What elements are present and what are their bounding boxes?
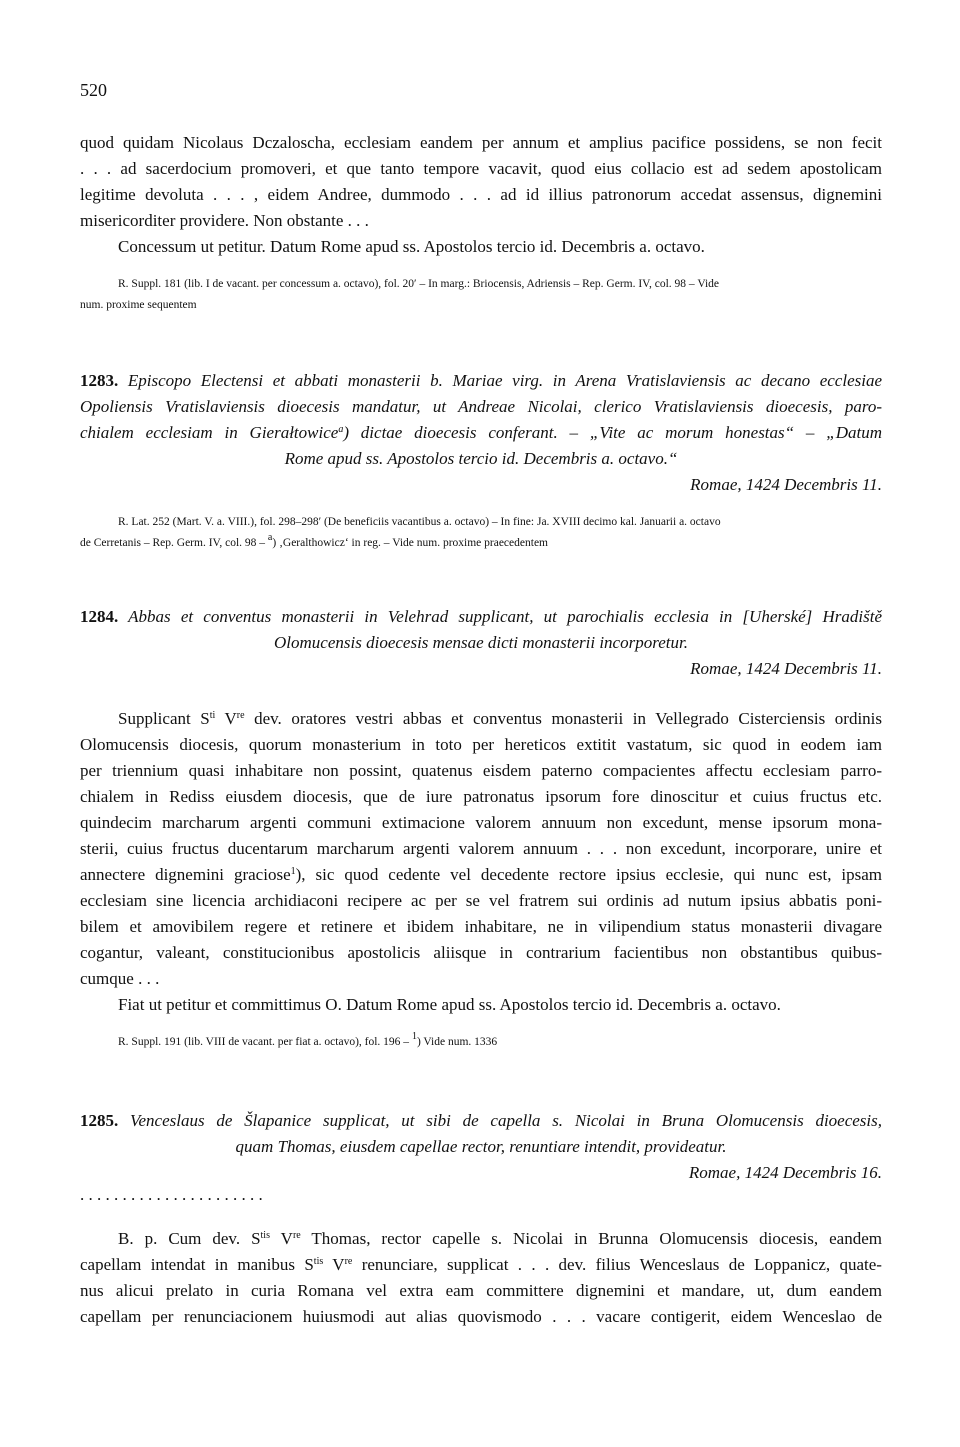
footnote-marker: a [338, 424, 344, 435]
body-line [80, 862, 882, 888]
body-line [80, 1226, 882, 1252]
regest-text: chialem ecclesiam in Gierałtowice [80, 423, 339, 442]
body-line: per triennium quasi inhabitare non possint, quatenus eisdem paterno compacientes affectu ecclesiam parro- [80, 761, 882, 780]
regest-text: Abbas et conventus monasterii in Velehrad supplicant, ut parochialis ecclesia in [Uherské] Hradiště [128, 607, 882, 626]
source-note: R. Lat. 252 (Mart. V. a. VIII.), fol. 298–298′ (De beneficiis vacantibus a. octavo) – In fine: Ja. XVIII decimo kal. Januarii a. octavo [118, 516, 721, 528]
abbreviation-superscript: re [344, 1256, 353, 1267]
regest-line: Opoliensis Vratislaviensis dioecesis mandatur, ut Andreae Nicolai, clerico Vratislaviensis dioecesis, paro- [80, 397, 882, 416]
regest-line [80, 604, 882, 630]
body-line: quindecim marcharum argenti communi extimacione valorem annuum non excedunt, mense ipsorum mona- [80, 813, 882, 832]
abbreviation-superscript: re [236, 710, 245, 721]
regest-text: ) dictae dioecesis conferant. – „Vite ac morum honestas“ – „Datum [343, 423, 882, 442]
source-note: num. proxime sequentem [80, 299, 197, 311]
source-text: ) ‚Geralthowicz‘ in reg. – Vide num. proxime praecedentem [272, 537, 548, 549]
body-line: legitime devoluta . . . , eidem Andree, dummodo . . . ad id illius patronorum accedat assensus, dignemini [80, 185, 882, 204]
closing-line: Concessum ut petitur. Datum Rome apud ss. Apostolos tercio id. Decembris a. octavo. [118, 237, 705, 256]
entry-number: 1284. [80, 607, 119, 626]
body-text: V [269, 1229, 293, 1248]
body-line: ecclesiam sine licencia archidiaconi recipere ac per se vel fratrem sui ordinis ad nutum ipsius abbatis poni- [80, 891, 882, 910]
omission-dots: . . . . . . . . . . . . . . . . . . . . . . [80, 1185, 263, 1204]
body-text: renunciare, supplicat . . . dev. filius Wenceslaus de Loppanicz, quate- [352, 1255, 882, 1274]
body-line: . . . ad sacerdocium promoveri, et que tanto tempore vacavit, quod eius collacio est ad sedem apostolicam [80, 159, 882, 178]
regest-text: Venceslaus de Šlapanice supplicat, ut sibi de capella s. Nicolai in Bruna Olomucensis dioecesis, [130, 1111, 883, 1130]
regest-line: Olomucensis dioecesis mensae dicti monasterii incorporetur. [274, 633, 688, 652]
body-text: ), sic quod cedente vel decedente rectore ipsius ecclesie, qui nunc est, ipsam [295, 865, 883, 884]
regest-line: quam Thomas, eiusdem capellae rector, renuntiare intendit, provideatur. [235, 1137, 727, 1156]
entry-number: 1283. [80, 371, 119, 390]
abbreviation-superscript: re [292, 1230, 301, 1241]
entry-number: 1285. [80, 1111, 119, 1130]
regest-line: Rome apud ss. Apostolos tercio id. Decembris a. octavo.“ [284, 449, 678, 468]
body-text: V [323, 1255, 345, 1274]
source-text: R. Suppl. 191 (lib. VIII de vacant. per fiat a. octavo), fol. 196 – [118, 1036, 412, 1048]
body-text: V [215, 709, 237, 728]
entry-date: Romae, 1424 Decembris 11. [690, 475, 882, 494]
body-line: cogantur, valeant, constitucionibus apostolicis aliisque in contrarium facientibus non obstantibus quibus- [80, 943, 882, 962]
abbreviation-superscript: tis [260, 1230, 270, 1241]
body-line: quod quidam Nicolaus Dczaloscha, ecclesiam eandem per annum et amplius pacifice possidens, se non fecit [80, 133, 882, 152]
body-line: misericorditer providere. Non obstante . . . [80, 211, 369, 230]
closing-line: Fiat ut petitur et committimus O. Datum Rome apud ss. Apostolos tercio id. Decembris a. octavo. [118, 995, 781, 1014]
body-text: capellam intendat in manibus S [80, 1255, 314, 1274]
source-text: ) Vide num. 1336 [416, 1036, 498, 1048]
regest-line [80, 1108, 882, 1134]
body-line: cumque . . . [80, 969, 160, 988]
body-line: capellam per renunciacionem huiusmodi aut alias quovismodo . . . vacare contigerit, eidem Wenceslao de [80, 1307, 882, 1326]
body-text: annectere dignemini graciose [80, 865, 291, 884]
body-text: Thomas, rector capelle s. Nicolai in Brunna Olomucensis diocesis, eandem [300, 1229, 882, 1248]
body-line [80, 1252, 882, 1278]
body-text: dev. oratores vestri abbas et conventus monasterii in Vellegrado Cisterciensis ordinis [244, 709, 883, 728]
footnote-marker: a [267, 532, 273, 543]
entry-date: Romae, 1424 Decembris 16. [688, 1163, 882, 1182]
footnote-marker: 1 [290, 866, 296, 877]
body-line: bilem et amovibilem regere et retinere et ibidem inhabitare, ne in vilipendium status monasterii divagare [80, 917, 882, 936]
body-line: nus alicui prelato in curia Romana vel extra eam committere dignemini et mandare, ut, dum eandem [80, 1281, 882, 1300]
regest-line [80, 368, 882, 394]
footnote-marker: 1 [411, 1031, 417, 1042]
regest-text: Episcopo Electensi et abbati monasterii b. Mariae virg. in Arena Vratislaviensis ac decano ecclesiae [127, 371, 883, 390]
source-note: R. Suppl. 181 (lib. I de vacant. per concessum a. octavo), fol. 20′ – In marg.: Briocensis, Adriensis – Rep. Germ. IV, col. 98 – Vide [118, 278, 719, 290]
body-text: Supplicant S [118, 709, 210, 728]
body-text: B. p. Cum dev. S [118, 1229, 261, 1248]
abbreviation-superscript: tis [313, 1256, 324, 1267]
entry-date: Romae, 1424 Decembris 11. [690, 659, 882, 678]
body-line [80, 706, 882, 732]
body-line: sterii, cuius fructus ducentarum marcharum argenti valorem annuum . . . non excedunt, incorporare, unire et [80, 839, 882, 858]
source-note [118, 1031, 498, 1051]
regest-line [80, 420, 882, 446]
body-line: chialem in Rediss eiusdem diocesis, que de iure patronatus ipsorum fore dinoscitur et cuius fructus etc. [80, 787, 882, 806]
body-line: Olomucensis diocesis, quorum monasterium in toto per hereticos extitit vastatum, sic quod in eodem iam [80, 735, 882, 754]
source-note [80, 532, 548, 552]
abbreviation-superscript: ti [209, 710, 216, 721]
source-text: de Cerretanis – Rep. Germ. IV, col. 98 – [80, 537, 268, 549]
page-number: 520 [80, 80, 107, 100]
